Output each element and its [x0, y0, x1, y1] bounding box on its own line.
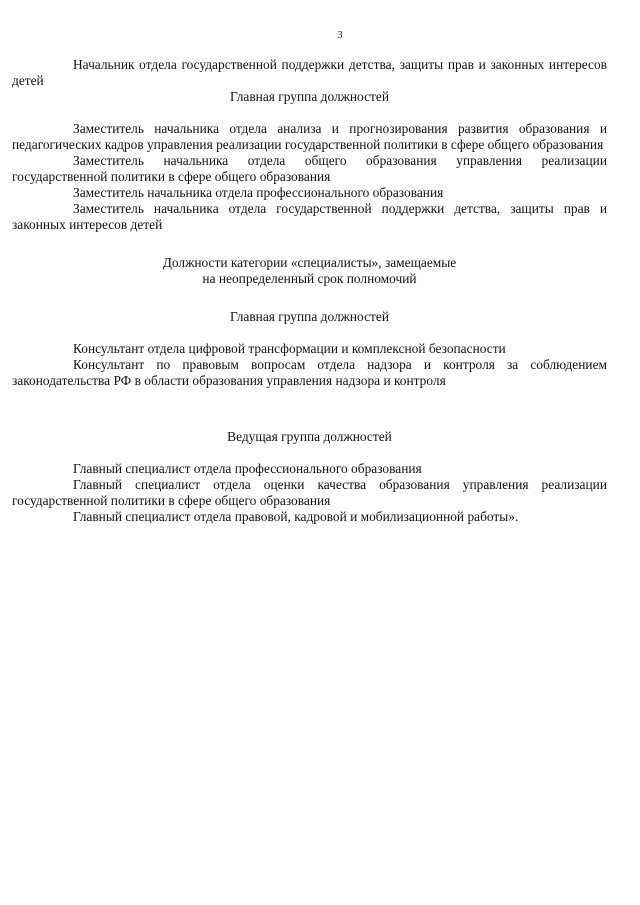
position-item: Главный специалист отдела правовой, кадровой и мобилизационной работы».: [73, 509, 519, 524]
page-number: 3: [337, 30, 343, 41]
section-heading: Главная группа должностей: [230, 309, 389, 324]
position-item: Заместитель начальника отдела профессионального образования: [73, 185, 444, 200]
position-item: Заместитель начальника отдела государственной поддержки детства, защиты прав и законных интересов детей: [12, 201, 607, 232]
document-body: [12, 57, 607, 525]
position-item: Консультант по правовым вопросам отдела надзора и контроля за соблюдением законодательства РФ в области образования управления надзора и контроля: [12, 357, 607, 388]
position-item: Заместитель начальника отдела анализа и прогнозирования развития образования и педагогических кадров управления реализации государственной политики в сфере общего образования: [12, 121, 607, 152]
paragraph: Начальник отдела государственной поддержки детства, защиты прав и законных интересов детей: [12, 57, 607, 88]
category-heading-line: Должности категории «специалисты», замещаемые: [162, 255, 457, 270]
position-item: Консультант отдела цифровой трансформации и комплексной безопасности: [73, 341, 506, 356]
position-item: Заместитель начальника отдела общего образования управления реализации государственной политики в сфере общего образования: [12, 153, 607, 184]
position-item: Главный специалист отдела профессионального образования: [73, 461, 422, 476]
section-heading: Ведущая группа должностей: [227, 429, 392, 444]
position-item: Главный специалист отдела оценки качества образования управления реализации государственной политики в сфере общего образования: [12, 477, 607, 508]
section-heading: Главная группа должностей: [230, 89, 389, 104]
category-heading-line: на неопределенный срок полномочий: [202, 271, 417, 286]
